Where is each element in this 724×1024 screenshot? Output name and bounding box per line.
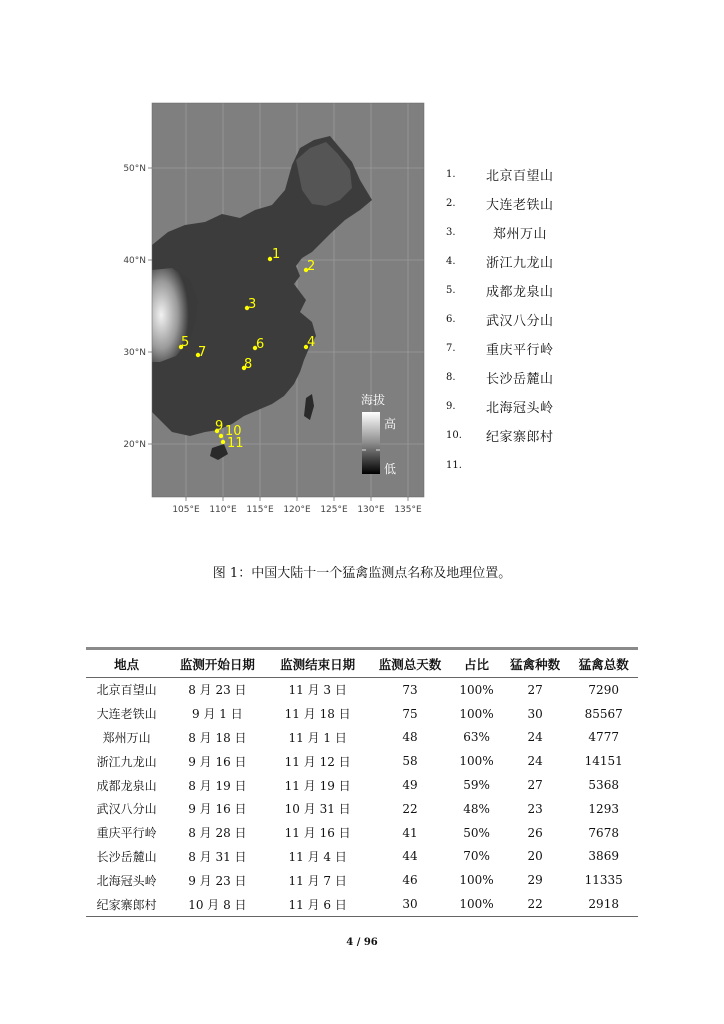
table-cell: 11 月 18 日	[284, 707, 351, 722]
table-row	[86, 821, 638, 845]
point-marker-10	[219, 434, 223, 438]
table-cell: 48	[402, 730, 418, 745]
site-list-item	[446, 310, 576, 330]
col-header: 监测开始日期	[167, 649, 267, 678]
site-list-item	[446, 281, 576, 301]
table-cell: 26	[527, 825, 543, 840]
table-cell: 27	[527, 778, 543, 793]
table-cell: 1293	[588, 801, 619, 816]
table-cell: 22	[501, 892, 570, 916]
lon-label-105: 105°E	[172, 505, 200, 515]
point-label-8: 8	[244, 357, 253, 372]
col-header: 猛禽种数	[501, 649, 570, 678]
table-cell: 2918	[569, 892, 638, 916]
site-number: 2.	[446, 198, 456, 209]
table-cell: 8 月 23 日	[188, 683, 247, 698]
table-cell: 北海冠头岭	[96, 873, 157, 888]
table-cell: 纪家寨郎村	[86, 892, 167, 916]
table-cell: 郑州万山	[102, 730, 151, 745]
table-cell: 24	[527, 754, 543, 769]
table-cell: 9 月 16 日	[188, 754, 247, 769]
table-cell: 22	[402, 801, 418, 816]
site-list-item	[446, 165, 576, 185]
table-cell: 49	[402, 778, 418, 793]
table-row	[86, 845, 638, 869]
table-row	[86, 892, 638, 916]
table-header-row	[86, 649, 638, 678]
site-number: 7.	[446, 343, 456, 354]
site-name: 郑州万山	[493, 227, 548, 242]
lat-axis	[123, 164, 146, 450]
site-number: 8.	[446, 372, 456, 383]
lon-label-125: 125°E	[320, 505, 348, 515]
site-name: 纪家寨郎村	[486, 430, 554, 445]
lon-label-120: 120°E	[283, 505, 311, 515]
table-cell: 11 月 12 日	[284, 754, 351, 769]
site-number: 6.	[446, 314, 456, 325]
legend-low-label: 低	[384, 462, 397, 476]
table-cell: 73	[402, 682, 418, 697]
lon-label-135: 135°E	[394, 505, 422, 515]
site-name: 大连老铁山	[486, 198, 554, 213]
site-name: 成都龙泉山	[486, 285, 554, 300]
point-label-5: 5	[181, 335, 190, 350]
table-cell: 9 月 16 日	[188, 802, 247, 817]
site-list-item	[446, 456, 576, 476]
table-row	[86, 868, 638, 892]
table-cell: 10 月 8 日	[167, 892, 267, 916]
point-label-2: 2	[307, 259, 316, 274]
site-number: 1.	[446, 169, 456, 180]
col-header: 监测结束日期	[268, 649, 368, 678]
table-cell: 11 月 4 日	[288, 849, 347, 864]
table-cell: 8 月 19 日	[188, 778, 247, 793]
site-list-item	[446, 194, 576, 214]
table-cell: 11 月 7 日	[288, 873, 347, 888]
table-cell: 59%	[463, 778, 490, 793]
table-cell: 10 月 31 日	[284, 802, 351, 817]
site-number: 4.	[446, 256, 456, 267]
site-name: 浙江九龙山	[486, 256, 554, 271]
table-row	[86, 678, 638, 702]
site-number: 9.	[446, 401, 456, 412]
table-cell: 7678	[588, 825, 619, 840]
lat-label-30: 30°N	[123, 348, 146, 358]
table-row	[86, 773, 638, 797]
table-cell: 长沙岳麓山	[96, 849, 157, 864]
table-cell: 3869	[588, 849, 619, 864]
table-row	[86, 726, 638, 750]
table-cell: 11 月 19 日	[284, 778, 351, 793]
table-cell: 100%	[459, 873, 494, 888]
site-list-item	[446, 397, 576, 417]
table-cell: 11 月 1 日	[288, 730, 347, 745]
table-cell: 8 月 28 日	[188, 826, 247, 841]
site-name: 北海冠头岭	[486, 401, 554, 416]
monitoring-table	[86, 647, 638, 917]
site-number: 10.	[446, 430, 462, 441]
table-cell: 100%	[459, 682, 494, 697]
point-label-4: 4	[307, 335, 316, 350]
lon-label-110: 110°E	[209, 505, 237, 515]
legend-title: 海拔	[361, 393, 386, 407]
table-cell: 50%	[463, 825, 490, 840]
lat-label-40: 40°N	[123, 256, 146, 266]
table-cell: 武汉八分山	[96, 802, 157, 817]
lon-axis	[172, 505, 422, 515]
site-number: 11.	[446, 460, 462, 471]
table-cell: 30	[368, 892, 452, 916]
site-list-item	[446, 339, 576, 359]
lat-label-50: 50°N	[123, 164, 146, 174]
table-cell: 11 月 3 日	[288, 683, 347, 698]
table-cell: 100%	[459, 706, 494, 721]
table-cell: 85567	[584, 706, 623, 721]
table-cell: 5368	[588, 778, 619, 793]
table-cell: 9 月 23 日	[188, 873, 247, 888]
table-cell: 北京百望山	[96, 683, 157, 698]
site-name: 武汉八分山	[486, 314, 554, 329]
legend-colorbar	[362, 412, 380, 474]
table-cell: 24	[527, 730, 543, 745]
table-cell: 29	[527, 873, 543, 888]
point-label-9: 9	[215, 419, 224, 434]
col-header: 猛禽总数	[569, 649, 638, 678]
table-cell: 4777	[588, 730, 619, 745]
table-cell: 8 月 18 日	[188, 730, 247, 745]
table-cell: 63%	[463, 730, 490, 745]
table-cell: 14151	[584, 754, 623, 769]
col-header: 占比	[452, 649, 501, 678]
col-header: 地点	[86, 649, 167, 678]
lat-label-20: 20°N	[123, 440, 146, 450]
site-name: 北京百望山	[486, 169, 554, 184]
point-label-11: 11	[227, 436, 244, 451]
table-cell: 75	[402, 706, 418, 721]
site-list-item	[446, 426, 576, 446]
legend-high-label: 高	[384, 417, 397, 431]
table-cell: 重庆平行岭	[96, 826, 157, 841]
table-cell: 20	[527, 849, 543, 864]
col-header: 监测总天数	[368, 649, 452, 678]
point-label-6: 6	[256, 337, 265, 352]
table-cell: 27	[527, 682, 543, 697]
table-row	[86, 749, 638, 773]
point-label-3: 3	[248, 297, 257, 312]
table-cell: 9 月 1 日	[192, 707, 243, 722]
point-label-1: 1	[272, 247, 281, 262]
point-label-7: 7	[198, 345, 207, 360]
point-marker-11	[221, 440, 225, 444]
table-cell: 11335	[584, 873, 623, 888]
site-number: 3.	[446, 227, 456, 238]
table-row	[86, 702, 638, 726]
table-cell: 11 月 6 日	[268, 892, 368, 916]
site-name: 长沙岳麓山	[486, 372, 554, 387]
site-list-item	[446, 223, 576, 243]
site-list-item	[446, 252, 576, 272]
point-label-10: 10	[225, 424, 242, 439]
table-cell: 8 月 31 日	[188, 849, 247, 864]
table-cell: 70%	[463, 849, 490, 864]
table-cell: 58	[402, 754, 418, 769]
table-cell: 11 月 16 日	[284, 826, 351, 841]
table-cell: 成都龙泉山	[96, 778, 157, 793]
table-cell: 46	[402, 873, 418, 888]
figure-caption: 图 1：中国大陆十一个猛禽监测点名称及地理位置。	[212, 566, 512, 581]
site-number: 5.	[446, 285, 456, 296]
site-name: 重庆平行岭	[486, 343, 554, 358]
page-number: 4 / 96	[346, 937, 378, 948]
table-cell: 23	[527, 801, 543, 816]
table-cell: 48%	[463, 801, 490, 816]
lon-label-130: 130°E	[357, 505, 385, 515]
table-cell: 41	[402, 825, 418, 840]
table-cell: 7290	[588, 682, 619, 697]
table-cell: 44	[402, 849, 418, 864]
table-cell: 大连老铁山	[96, 707, 157, 722]
table-cell: 30	[527, 706, 543, 721]
table-cell: 浙江九龙山	[96, 754, 157, 769]
table-cell: 100%	[459, 754, 494, 769]
site-list-item	[446, 368, 576, 388]
table-cell: 100%	[452, 892, 501, 916]
lon-label-115: 115°E	[246, 505, 274, 515]
table-row	[86, 797, 638, 821]
